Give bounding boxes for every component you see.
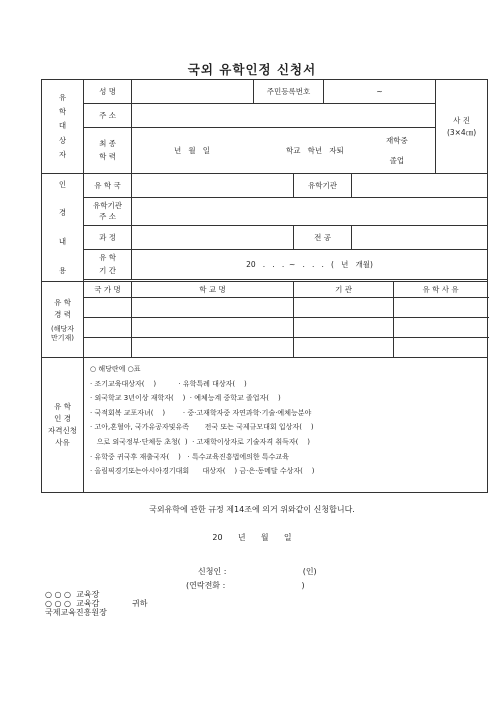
history-reason-cell[interactable] [394,338,488,358]
rrn-separator: ~ [376,86,383,96]
address-label: 주 소 [84,104,132,128]
document-title: 국외 유학인정 신청서 [187,62,317,77]
course-field[interactable] [132,226,294,250]
reason-line: · 국적회복 교포자녀( ) · 중·고재학자중 자연과학·기술·예체능분야 [90,408,312,417]
history-period-cell[interactable] [294,318,394,338]
education-school: 학교 학년 자퇴 [286,145,344,155]
application-date[interactable]: 20 년 월 일 [212,533,292,542]
study-period-label: 유 학 기 간 [84,250,132,280]
history-section-label: 유 학 경 력 (해당자 만기재) [42,282,84,358]
history-school-cell[interactable] [132,298,294,318]
reasons-checklist[interactable] [84,358,488,493]
reason-line: · 유학중 귀국후 재출국자( ) · 특수교육진흥법에의한 특수교육 [90,452,289,461]
course-label: 과 정 [84,226,132,250]
photo-label: 사 진 [453,115,470,125]
addressee-1: ○ ○ ○ 교육장 [45,590,100,599]
reasons-section-label: 유 학 인 경 자격신청 사유 [42,358,84,493]
study-country-label: 유 학 국 [84,174,132,198]
history-header-reason: 유 학 사 유 [394,282,488,298]
reason-line: ○ 해당란에 ○표 [90,365,141,373]
reason-line: · 조기교육대상자( ) · 유학특례 대상자( ) [90,379,247,388]
education-label: 최 종 학 력 [84,128,132,174]
edu-status-enrolled: 재학중 [386,136,408,146]
reason-line: 으로 외국정부·단체등 초청( ) · 고재학이상자로 기술자격 취득자( ) [90,437,311,446]
name-field[interactable] [132,80,254,104]
study-period-value: 20 . . . ~ . . . ( 년 개월) [246,259,373,269]
photo-size: (3×4㎝) [446,127,477,137]
institution-address-label: 유학기관 주 소 [84,198,132,226]
education-field[interactable] [132,128,436,174]
major-field[interactable] [352,226,488,250]
history-country-cell[interactable] [84,338,132,358]
history-reason-cell[interactable] [394,298,488,318]
contact-phone-line[interactable]: (연락전화 : ) [186,581,305,590]
honorific: 귀하 [132,599,148,608]
addressee-3: 국제교육진흥원장 [45,608,107,617]
reason-line: · 고아,혼혈아, 국가유공자및유족 전국 또는 국제규모대회 입상자( ) [90,423,314,432]
major-label: 전 공 [294,226,352,250]
approval-section-label: 인 경 내 용 [42,174,84,282]
institution-field[interactable] [352,174,488,198]
history-period-cell[interactable] [294,338,394,358]
study-country-field[interactable] [132,174,294,198]
history-school-cell[interactable] [132,318,294,338]
study-period-field[interactable] [132,250,488,280]
application-statement: 국외유학에 관한 규정 제14조에 의거 위와같이 신청합니다. [149,505,355,514]
institution-address-field[interactable] [132,198,488,226]
history-country-cell[interactable] [84,298,132,318]
reason-line: · 외국학교 3년이상 재학자( ) · 예체능계 중학교 졸업자( ) [90,394,281,403]
photo-box [436,80,488,174]
history-school-cell[interactable] [132,338,294,358]
history-header-period: 기 관 [294,282,394,298]
history-header-country: 국 가 명 [84,282,132,298]
reason-line: · 올림픽경기또는아시아경기대회 대상자( ) 금·은·동메달 수상자( ) [90,467,315,476]
institution-label: 유학기관 [294,174,352,198]
rrn-field[interactable] [324,80,436,104]
history-reason-cell[interactable] [394,318,488,338]
addressee-2: ○ ○ ○ 교육감 [45,599,100,608]
education-date: 년 월 일 [174,145,211,155]
address-field[interactable] [132,104,436,128]
edu-status-graduated: 졸업 [389,155,405,165]
history-header-school: 학 교 명 [132,282,294,298]
application-form-table [41,79,488,493]
name-label: 성 명 [84,80,132,104]
applicant-signature-line[interactable]: 신청인 : (인) [198,567,317,576]
history-period-cell[interactable] [294,298,394,318]
history-country-cell[interactable] [84,318,132,338]
rrn-label: 주민등록번호 [254,80,324,104]
applicant-section-label: 유 학 대 상 자 [42,80,84,174]
